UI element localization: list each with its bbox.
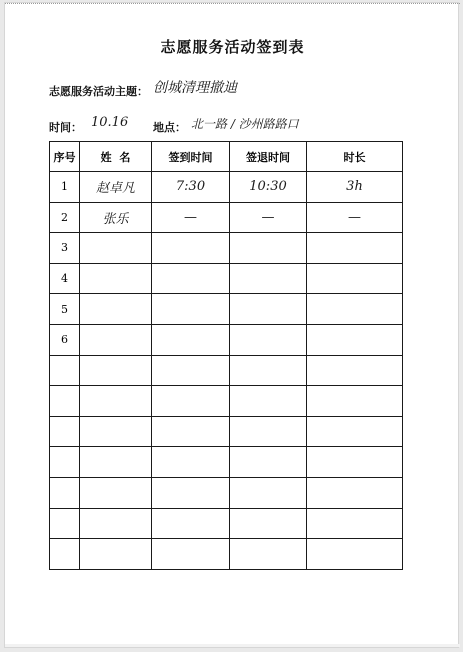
header-sign-out: 签退时间	[230, 142, 307, 172]
row-index-cell	[50, 355, 80, 386]
row-name-cell	[80, 386, 152, 417]
theme-value: 创城清理撤迪	[153, 80, 237, 96]
time-value: 10.16	[91, 115, 129, 130]
row-index-cell	[50, 508, 80, 539]
row-sign-in-cell	[152, 202, 230, 233]
row-name: 张乐	[102, 211, 129, 227]
row-duration-cell	[307, 508, 403, 539]
row-sign-out-cell	[230, 447, 307, 478]
row-sign-in-cell	[152, 355, 230, 386]
header-name: 姓 名	[80, 142, 152, 172]
row-duration-cell	[307, 386, 403, 417]
row-index-cell	[50, 416, 80, 447]
row-index-cell	[50, 202, 80, 233]
row-duration-cell	[307, 263, 403, 294]
row-sign-out-cell	[230, 202, 307, 233]
row-name: 赵卓凡	[95, 181, 135, 197]
row-sign-out-cell	[230, 508, 307, 539]
row-sign-in-cell	[152, 447, 230, 478]
row-sign-in-cell	[152, 233, 230, 264]
row-index: 4	[61, 272, 68, 286]
row-duration-cell	[307, 172, 403, 203]
page-title: 志愿服务活动签到表	[160, 38, 305, 56]
table-row	[50, 233, 403, 264]
row-index-cell	[50, 477, 80, 508]
signin-table	[49, 141, 403, 570]
row-sign-out-cell	[230, 539, 307, 570]
table-row	[50, 172, 403, 203]
row-index-cell	[50, 324, 80, 355]
row-duration-cell	[307, 416, 403, 447]
row-index: 2	[61, 210, 68, 224]
theme-label: 志愿服务活动主题：	[49, 85, 148, 98]
row-sign-in-cell	[152, 263, 230, 294]
row-index: 5	[61, 302, 68, 316]
row-sign-out: 10:30	[249, 179, 287, 195]
table-row	[50, 508, 403, 539]
table-row	[50, 355, 403, 386]
row-duration-cell	[307, 294, 403, 325]
row-name-cell	[80, 539, 152, 570]
row-index-cell	[50, 386, 80, 417]
scan-bottom-edge	[5, 644, 460, 647]
row-name-cell	[80, 263, 152, 294]
row-sign-in-cell	[152, 324, 230, 355]
row-sign-out-cell	[230, 386, 307, 417]
row-duration-cell	[307, 447, 403, 478]
row-sign-out-cell	[230, 355, 307, 386]
row-duration-cell	[307, 233, 403, 264]
time-label: 时间：	[49, 121, 82, 134]
row-sign-in-cell	[152, 508, 230, 539]
row-sign-in-cell	[152, 539, 230, 570]
row-name-cell	[80, 172, 152, 203]
row-duration-cell	[307, 539, 403, 570]
place-value: 北一路 / 沙州路路口	[191, 117, 299, 131]
row-name-cell	[80, 416, 152, 447]
row-sign-out-cell	[230, 324, 307, 355]
row-sign-out: —	[261, 209, 275, 225]
row-sign-out-cell	[230, 172, 307, 203]
row-duration-cell	[307, 477, 403, 508]
row-duration: —	[348, 209, 361, 225]
table-row	[50, 539, 403, 570]
row-sign-in-cell	[152, 477, 230, 508]
row-name-cell	[80, 355, 152, 386]
header-index: 序号	[50, 142, 80, 172]
table-row	[50, 416, 403, 447]
row-sign-in-cell	[152, 386, 230, 417]
header-duration: 时长	[307, 142, 403, 172]
row-index-cell	[50, 263, 80, 294]
row-duration-cell	[307, 355, 403, 386]
row-sign-out-cell	[230, 263, 307, 294]
row-index: 6	[61, 333, 68, 347]
row-index-cell	[50, 539, 80, 570]
table-row	[50, 447, 403, 478]
row-name-cell	[80, 508, 152, 539]
table-row	[50, 294, 403, 325]
row-index-cell	[50, 447, 80, 478]
row-index-cell	[50, 233, 80, 264]
row-index: 1	[61, 180, 68, 194]
document-sheet	[4, 2, 459, 648]
row-name-cell	[80, 294, 152, 325]
table-header-row	[50, 142, 403, 172]
row-sign-in: 7:30	[175, 179, 206, 195]
place-label: 地点：	[153, 121, 186, 134]
table-row	[50, 202, 403, 233]
row-duration: 3h	[346, 179, 363, 195]
row-sign-out-cell	[230, 233, 307, 264]
row-duration-cell	[307, 324, 403, 355]
table-row	[50, 477, 403, 508]
row-sign-in-cell	[152, 416, 230, 447]
table-row	[50, 386, 403, 417]
scan-edge	[5, 3, 460, 8]
row-sign-out-cell	[230, 477, 307, 508]
table-row	[50, 324, 403, 355]
row-index-cell	[50, 172, 80, 203]
table-row	[50, 263, 403, 294]
row-name-cell	[80, 477, 152, 508]
row-sign-in-cell	[152, 294, 230, 325]
row-sign-in-cell	[152, 172, 230, 203]
row-name-cell	[80, 233, 152, 264]
row-sign-out-cell	[230, 294, 307, 325]
row-duration-cell	[307, 202, 403, 233]
row-index-cell	[50, 294, 80, 325]
header-sign-in: 签到时间	[152, 142, 230, 172]
row-index: 3	[61, 241, 68, 255]
row-sign-out-cell	[230, 416, 307, 447]
row-name-cell	[80, 447, 152, 478]
row-name-cell	[80, 324, 152, 355]
row-sign-in: —	[184, 209, 197, 225]
row-name-cell	[80, 202, 152, 233]
